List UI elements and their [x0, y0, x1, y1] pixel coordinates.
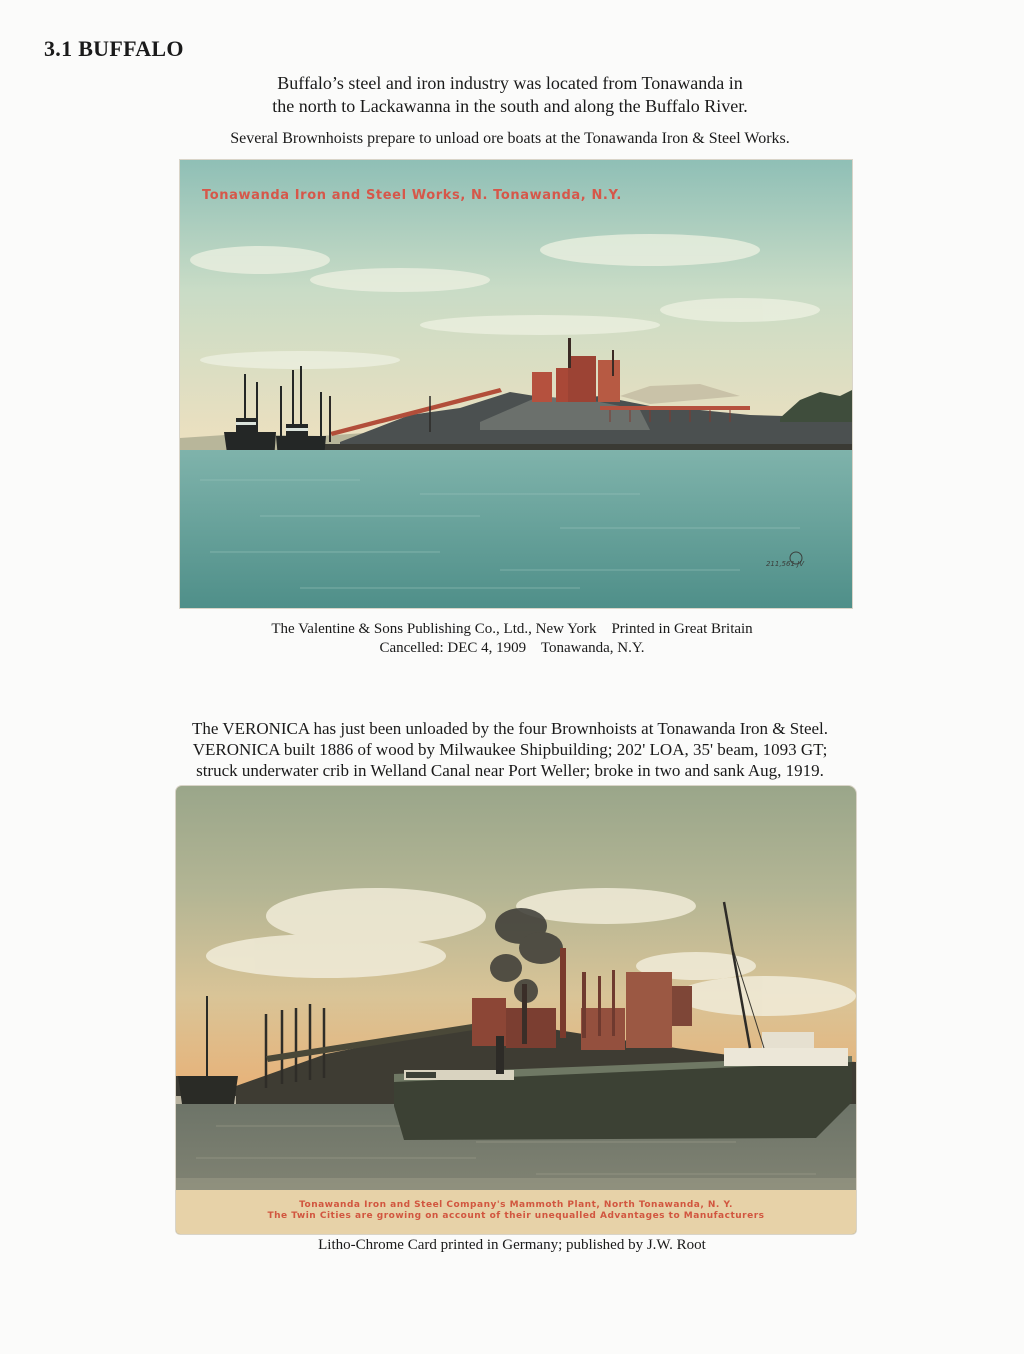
intro-text: [200, 72, 820, 118]
description-line: VERONICA built 1886 of wood by Milwaukee Shipbuilding; 202' LOA, 35' beam, 1093 GT;: [192, 740, 828, 759]
section-title: 3.1 BUFFALO: [44, 36, 184, 61]
postcard-tonawanda-works: [180, 160, 852, 608]
figure1-publisher-info: [200, 620, 824, 658]
postcard-1-code: 211,561 JV: [765, 560, 804, 568]
intro-line: Buffalo’s steel and iron industry was located from Tonawanda in: [277, 73, 743, 93]
description-line: The VERONICA has just been unloaded by the four Brownhoists at Tonawanda Iron & Steel.: [191, 719, 829, 738]
postcard-1-title: Tonawanda Iron and Steel Works, N. Tonawanda, N.Y.: [202, 188, 622, 203]
banner-line: The Twin Cities are growing on account of their unequalled Advantages to Manufacturers: [267, 1211, 765, 1221]
postcard-veronica: [176, 786, 856, 1234]
banner-line: Tonawanda Iron and Steel Company's Mammoth Plant, North Tonawanda, N. Y.: [299, 1200, 733, 1210]
veronica-description: [160, 718, 860, 781]
description-line: struck underwater crib in Welland Canal near Port Weller; broke in two and sank Aug, 1919.: [196, 761, 824, 780]
publisher-line: The Valentine & Sons Publishing Co., Ltd., New York Printed in Great Britain: [271, 621, 753, 637]
postcard-1-illustration: [180, 160, 852, 608]
postcard-2-banner: [176, 1200, 856, 1222]
postcard-2-illustration: [176, 786, 856, 1234]
intro-line: the north to Lackawanna in the south and along the Buffalo River.: [272, 96, 748, 116]
figure2-publisher-info: Litho-Chrome Card printed in Germany; published by J.W. Root: [318, 1237, 706, 1253]
cancellation-line: Cancelled: DEC 4, 1909 Tonawanda, N.Y.: [379, 640, 645, 656]
figure1-caption: Several Brownhoists prepare to unload ore boats at the Tonawanda Iron & Steel Works.: [230, 130, 790, 147]
